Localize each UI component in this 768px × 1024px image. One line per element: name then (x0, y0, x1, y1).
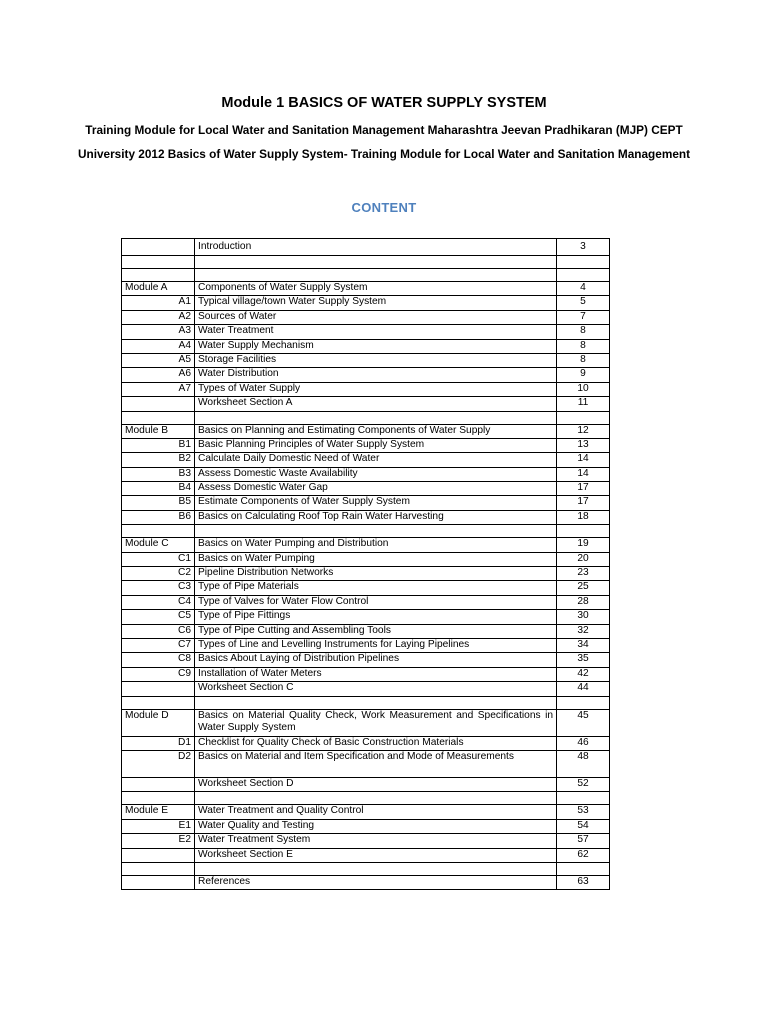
toc-row (122, 424, 610, 438)
toc-code-cell: C5 (122, 610, 195, 624)
toc-page-cell: 53 (557, 805, 610, 819)
toc-title-cell: Worksheet Section E (195, 848, 557, 862)
toc-code-cell: Module A (122, 282, 195, 296)
toc-title-cell: Water Treatment System (195, 834, 557, 848)
toc-page-cell (557, 525, 610, 538)
toc-code-cell (122, 525, 195, 538)
toc-page-cell: 30 (557, 610, 610, 624)
toc-row (122, 875, 610, 889)
toc-code-cell: B4 (122, 482, 195, 496)
toc-page-cell: 52 (557, 777, 610, 791)
toc-title-cell: Worksheet Section C (195, 682, 557, 696)
toc-row (122, 368, 610, 382)
toc-page-cell: 46 (557, 736, 610, 750)
toc-row (122, 397, 610, 411)
toc-row (122, 610, 610, 624)
toc-row (122, 510, 610, 524)
toc-row (122, 496, 610, 510)
toc-page-cell: 35 (557, 653, 610, 667)
toc-code-cell: D2 (122, 750, 195, 777)
toc-code-cell: E2 (122, 834, 195, 848)
toc-title-cell (195, 792, 557, 805)
toc-title-cell: Introduction (195, 239, 557, 256)
toc-code-cell (122, 682, 195, 696)
toc-code-cell (122, 875, 195, 889)
toc-row (122, 552, 610, 566)
toc-title-cell: Water Quality and Testing (195, 819, 557, 833)
toc-page-cell: 45 (557, 709, 610, 736)
toc-page-cell: 5 (557, 296, 610, 310)
toc-title-cell: Assess Domestic Waste Availability (195, 467, 557, 481)
toc-code-cell: Module D (122, 709, 195, 736)
toc-title-cell: Type of Pipe Fittings (195, 610, 557, 624)
toc-code-cell: E1 (122, 819, 195, 833)
toc-row (122, 567, 610, 581)
toc-title-cell: Basics About Laying of Distribution Pipelines (195, 653, 557, 667)
toc-page-cell: 48 (557, 750, 610, 777)
toc-title-cell: Types of Water Supply (195, 382, 557, 396)
toc-page-cell: 25 (557, 581, 610, 595)
toc-title-cell (195, 411, 557, 424)
toc-page-cell: 10 (557, 382, 610, 396)
toc-title-cell: Water Treatment and Quality Control (195, 805, 557, 819)
toc-page-cell: 23 (557, 567, 610, 581)
toc-title-cell: Assess Domestic Water Gap (195, 482, 557, 496)
toc-title-cell (195, 269, 557, 282)
toc-row (122, 269, 610, 282)
subtitle-line-2: University 2012 Basics of Water Supply System- Training Module for Local Water and Sanitation Management (77, 147, 691, 161)
toc-page-cell: 9 (557, 368, 610, 382)
toc-title-cell: Worksheet Section A (195, 397, 557, 411)
toc-row (122, 581, 610, 595)
toc-title-cell: Type of Pipe Materials (195, 581, 557, 595)
toc-row (122, 467, 610, 481)
toc-page-cell: 13 (557, 438, 610, 452)
toc-code-cell: Module B (122, 424, 195, 438)
toc-page-cell: 34 (557, 638, 610, 652)
toc-code-cell: C1 (122, 552, 195, 566)
toc-title-cell: Basic Planning Principles of Water Supply System (195, 438, 557, 452)
toc-code-cell (122, 792, 195, 805)
toc-code-cell: C7 (122, 638, 195, 652)
toc-title-cell (195, 256, 557, 269)
toc-code-cell (122, 848, 195, 862)
toc-title-cell: References (195, 875, 557, 889)
toc-title-cell: Type of Pipe Cutting and Assembling Tools (195, 624, 557, 638)
toc-row (122, 696, 610, 709)
toc-page-cell: 42 (557, 667, 610, 681)
toc-row (122, 750, 610, 777)
toc-title-cell: Checklist for Quality Check of Basic Construction Materials (195, 736, 557, 750)
toc-body (122, 239, 610, 890)
toc-title-cell: Water Treatment (195, 325, 557, 339)
toc-code-cell: C9 (122, 667, 195, 681)
toc-title-cell: Typical village/town Water Supply System (195, 296, 557, 310)
toc-title-cell: Calculate Daily Domestic Need of Water (195, 453, 557, 467)
toc-page-cell: 11 (557, 397, 610, 411)
toc-code-cell (122, 256, 195, 269)
toc-page-cell: 32 (557, 624, 610, 638)
toc-page-cell: 19 (557, 538, 610, 552)
toc-title-cell: Basics on Water Pumping (195, 552, 557, 566)
toc-title-cell: Storage Facilities (195, 353, 557, 367)
toc-title-cell: Estimate Components of Water Supply System (195, 496, 557, 510)
toc-code-cell: A6 (122, 368, 195, 382)
table-of-contents (121, 238, 610, 890)
toc-page-cell: 20 (557, 552, 610, 566)
toc-code-cell: C4 (122, 595, 195, 609)
toc-page-cell: 8 (557, 353, 610, 367)
toc-title-cell: Types of Line and Levelling Instruments for Laying Pipelines (195, 638, 557, 652)
toc-row (122, 819, 610, 833)
toc-code-cell: D1 (122, 736, 195, 750)
toc-page-cell: 8 (557, 325, 610, 339)
toc-code-cell: A5 (122, 353, 195, 367)
toc-code-cell (122, 239, 195, 256)
toc-row (122, 682, 610, 696)
toc-row (122, 624, 610, 638)
toc-page-cell (557, 411, 610, 424)
toc-code-cell: A3 (122, 325, 195, 339)
toc-code-cell: Module E (122, 805, 195, 819)
toc-code-cell: B1 (122, 438, 195, 452)
toc-page-cell: 17 (557, 496, 610, 510)
toc-code-cell (122, 269, 195, 282)
toc-title-cell: Installation of Water Meters (195, 667, 557, 681)
toc-row (122, 834, 610, 848)
toc-row (122, 538, 610, 552)
toc-page-cell (557, 792, 610, 805)
toc-row (122, 736, 610, 750)
toc-row (122, 848, 610, 862)
toc-code-cell: B2 (122, 453, 195, 467)
toc-row (122, 638, 610, 652)
toc-row (122, 239, 610, 256)
toc-page-cell: 18 (557, 510, 610, 524)
toc-row (122, 438, 610, 452)
toc-page-cell: 17 (557, 482, 610, 496)
toc-title-cell: Pipeline Distribution Networks (195, 567, 557, 581)
toc-title-cell (195, 696, 557, 709)
toc-row (122, 862, 610, 875)
toc-page-cell: 44 (557, 682, 610, 696)
toc-page-cell: 8 (557, 339, 610, 353)
toc-title-cell (195, 862, 557, 875)
content-heading: CONTENT (351, 200, 417, 215)
toc-title-cell: Basics on Planning and Estimating Components of Water Supply (195, 424, 557, 438)
toc-title-cell: Components of Water Supply System (195, 282, 557, 296)
toc-code-cell: A1 (122, 296, 195, 310)
toc-row (122, 595, 610, 609)
toc-code-cell: A2 (122, 310, 195, 324)
toc-title-cell: Sources of Water (195, 310, 557, 324)
toc-title-cell: Water Distribution (195, 368, 557, 382)
toc-row (122, 709, 610, 736)
page-title: Module 1 BASICS OF WATER SUPPLY SYSTEM (221, 95, 547, 111)
toc-code-cell (122, 411, 195, 424)
toc-code-cell (122, 696, 195, 709)
toc-page-cell: 63 (557, 875, 610, 889)
toc-row (122, 353, 610, 367)
toc-code-cell: C8 (122, 653, 195, 667)
toc-row (122, 777, 610, 791)
toc-page-cell: 57 (557, 834, 610, 848)
toc-code-cell: Module C (122, 538, 195, 552)
toc-code-cell: B3 (122, 467, 195, 481)
subtitle-line-1: Training Module for Local Water and Sanitation Management Maharashtra Jeevan Pradhikaran (MJP) CEPT (85, 123, 683, 137)
toc-row (122, 653, 610, 667)
toc-page-cell (557, 696, 610, 709)
toc-row (122, 453, 610, 467)
toc-page-cell: 14 (557, 453, 610, 467)
toc-title-cell: Basics on Calculating Roof Top Rain Water Harvesting (195, 510, 557, 524)
toc-page-cell: 4 (557, 282, 610, 296)
toc-code-cell: A4 (122, 339, 195, 353)
toc-row (122, 325, 610, 339)
toc-page-cell: 7 (557, 310, 610, 324)
toc-row (122, 525, 610, 538)
toc-code-cell: C6 (122, 624, 195, 638)
toc-page-cell: 54 (557, 819, 610, 833)
toc-title-cell: Water Supply Mechanism (195, 339, 557, 353)
toc-row (122, 296, 610, 310)
toc-title-cell: Basics on Material Quality Check, Work Measurement and Specifications in Water Supply System (195, 709, 557, 736)
toc-page-cell: 62 (557, 848, 610, 862)
toc-title-cell: Worksheet Section D (195, 777, 557, 791)
toc-code-cell: A7 (122, 382, 195, 396)
toc-row (122, 382, 610, 396)
toc-code-cell (122, 862, 195, 875)
toc-row (122, 339, 610, 353)
toc-code-cell: B6 (122, 510, 195, 524)
toc-page-cell: 12 (557, 424, 610, 438)
toc-page-cell: 3 (557, 239, 610, 256)
toc-code-cell: C2 (122, 567, 195, 581)
toc-row (122, 792, 610, 805)
toc-row (122, 256, 610, 269)
toc-page-cell (557, 269, 610, 282)
toc-row (122, 310, 610, 324)
toc-row (122, 482, 610, 496)
toc-title-cell (195, 525, 557, 538)
toc-title-cell: Type of Valves for Water Flow Control (195, 595, 557, 609)
toc-code-cell: C3 (122, 581, 195, 595)
toc-row (122, 411, 610, 424)
toc-title-cell: Basics on Water Pumping and Distribution (195, 538, 557, 552)
toc-code-cell (122, 397, 195, 411)
toc-page-cell (557, 862, 610, 875)
toc-page-cell: 14 (557, 467, 610, 481)
toc-code-cell: B5 (122, 496, 195, 510)
toc-code-cell (122, 777, 195, 791)
toc-page-cell (557, 256, 610, 269)
toc-page-cell: 28 (557, 595, 610, 609)
toc-row (122, 805, 610, 819)
toc-row (122, 667, 610, 681)
toc-title-cell: Basics on Material and Item Specification and Mode of Measurements (195, 750, 557, 777)
toc-row (122, 282, 610, 296)
